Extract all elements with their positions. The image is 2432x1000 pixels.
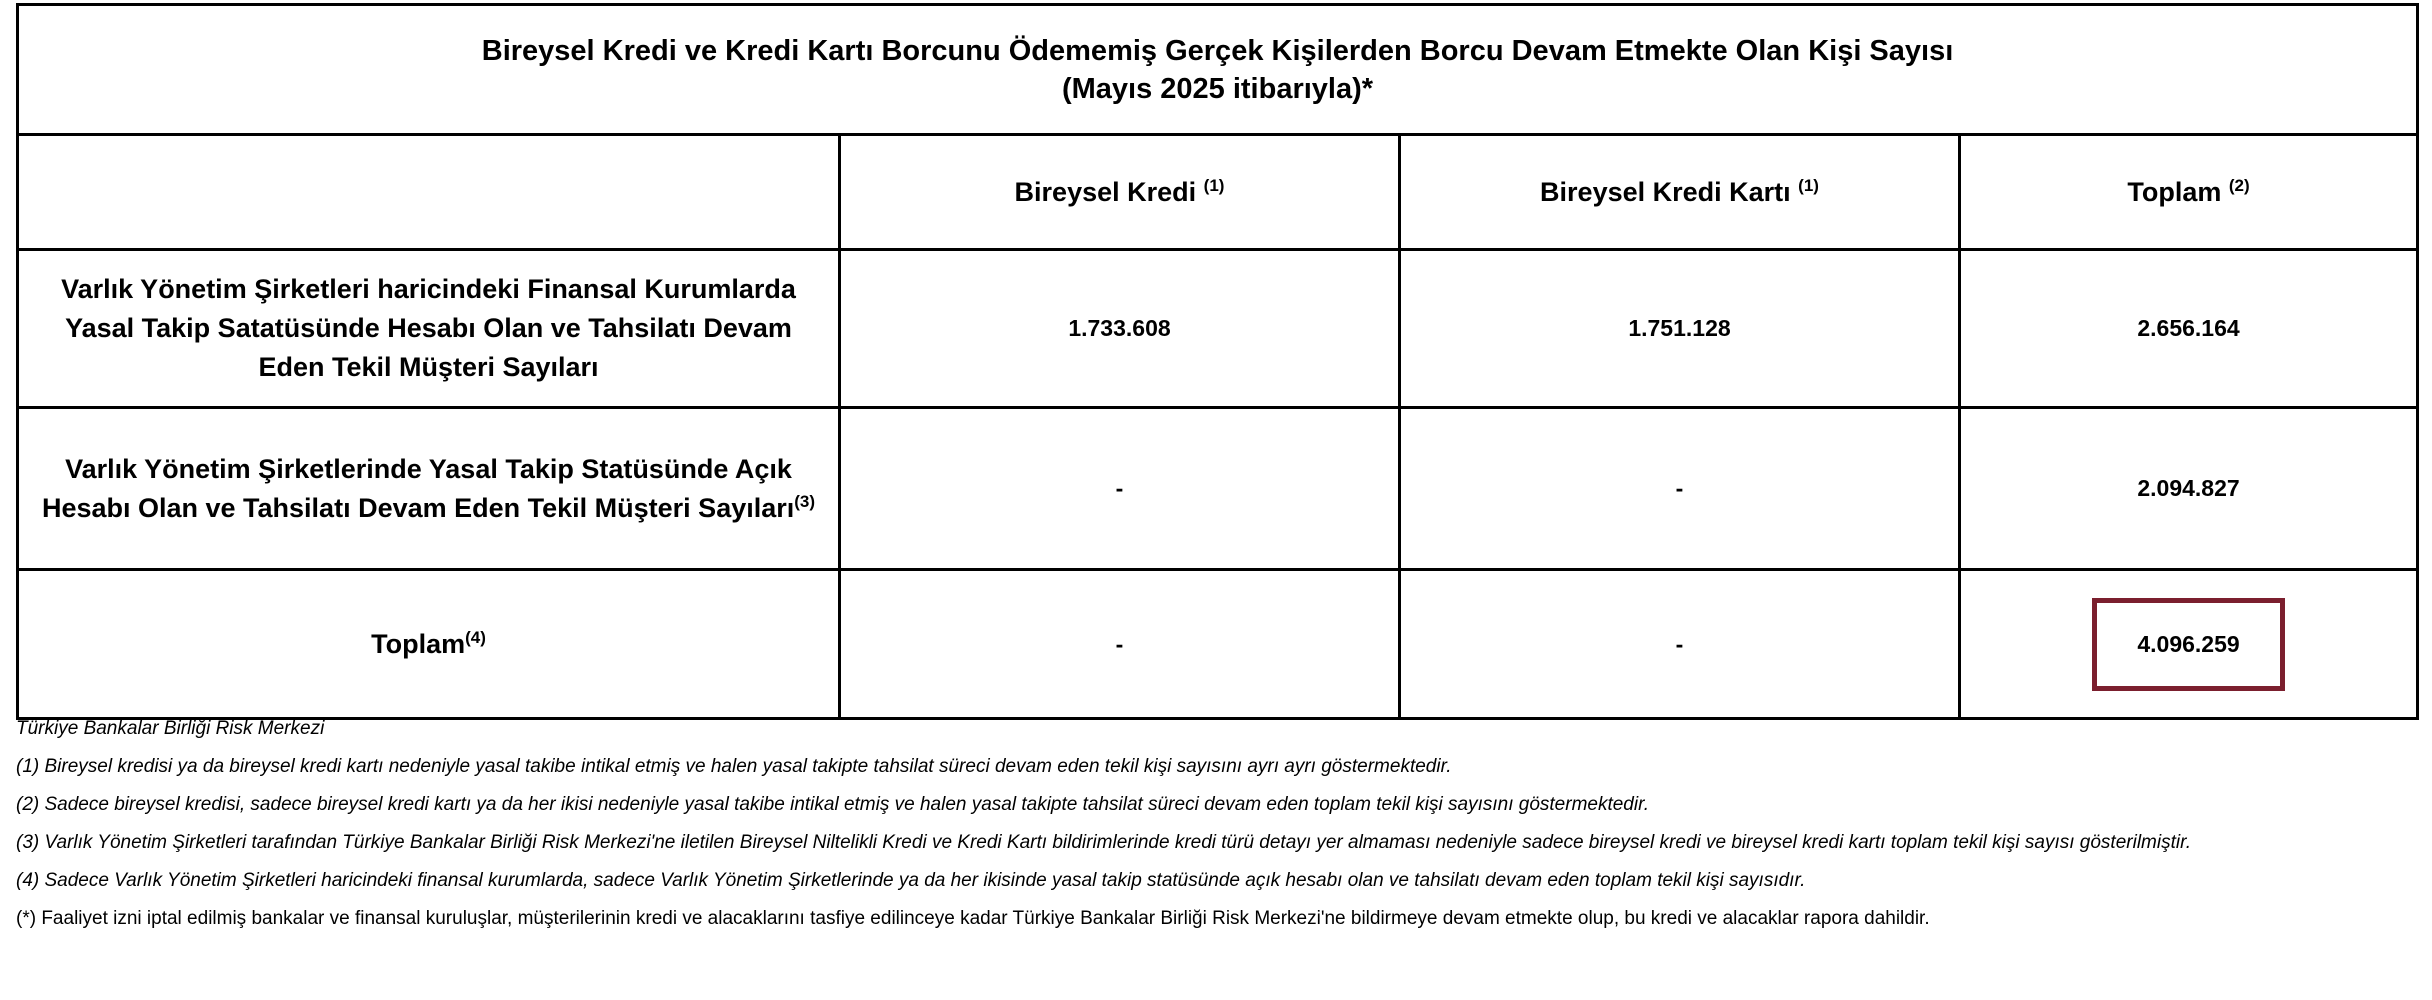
column-header-toplam: Toplam $^{(2)}$ bbox=[1960, 135, 2418, 250]
footnote-asterisk: (*) Faaliyet izni iptal edilmiş bankalar ve finansal kuruluşlar, müşterilerinin kredi ve alacaklarını tasfiye edilinceye kadar Türkiye Bankalar Birliği Risk Merkezi'ne bildirmeye devam etmekte olup, bu kredi ve alacaklar rapora dahildir. bbox=[16, 908, 1930, 929]
column-footnote-ref: (1) bbox=[1798, 175, 1819, 195]
value-cell: - bbox=[1400, 570, 1960, 719]
value-cell: 2.094.827 bbox=[1960, 408, 2418, 570]
source-note: Türkiye Bankalar Birliği Risk Merkezi bbox=[16, 718, 325, 739]
column-footnote-ref: (2) bbox=[2228, 175, 2250, 195]
column-header-row bbox=[18, 135, 2418, 250]
table-title-line-2: (Mayıs 2025 itibarıyla)* bbox=[1061, 72, 1374, 105]
footnote-3: (3) Varlık Yönetim Şirketleri tarafından Türkiye Bankalar Birliği Risk Merkezi'ne iletilen Bireysel Niltelikli Kredi ve Kredi Kartı bildirimlerinde kredi türü detayı yer almaması nedeniyle sadece bireysel kredi ve bireysel kredi kartı toplam tekil kişi sayısı gösterilmiştir. bbox=[16, 832, 2191, 853]
footnote-2: (2) Sadece bireysel kredisi, sadece bireysel kredi kartı ya da her ikisi nedeniyle yasal takibe intikal etmiş ve halen yasal takipte tahsilat süreci devam eden toplam tekil kişi sayısını göstermektedir. bbox=[16, 794, 1649, 815]
row-label: Varlık Yönetim Şirketleri haricindeki Finansal Kurumlarda Yasal Takip Satatüsünde Hesabı Olan ve Tahsilatı Devam Eden Tekil Müşteri Sayıları bbox=[18, 250, 840, 408]
column-header-bireysel-kredi-karti: Bireysel Kredi Kartı $^{(1)}$ bbox=[1400, 135, 1960, 250]
column-header-bireysel-kredi: Bireysel Kredi $^{(1)}$ bbox=[840, 135, 1400, 250]
highlight-box: 4.096.259 bbox=[2092, 598, 2284, 691]
footnotes bbox=[16, 716, 2416, 944]
value-cell: - bbox=[1400, 408, 1960, 570]
row-label: Varlık Yönetim Şirketlerinde Yasal Takip Statüsünde Açık Hesabı Olan ve Tahsilatı Devam Eden Tekil Müşteri Sayıları$^{(3)}$ bbox=[18, 408, 840, 570]
value-cell: 1.751.128 bbox=[1400, 250, 1960, 408]
value-cell: 1.733.608 bbox=[840, 250, 1400, 408]
value-cell: 2.656.164 bbox=[1960, 250, 2418, 408]
empty-corner-cell bbox=[18, 135, 840, 250]
value-cell: - bbox=[840, 570, 1400, 719]
row-footnote-ref: (4) bbox=[465, 627, 486, 647]
row-label: Toplam$^{(4)}$ bbox=[18, 570, 840, 719]
row-footnote-ref: (3) bbox=[794, 491, 816, 511]
table-title-line-1: Bireysel Kredi ve Kredi Kartı Borcunu Ödememiş Gerçek Kişilerden Borcu Devam Etmekte Olan Kişi Sayısı bbox=[481, 34, 1954, 67]
table-title bbox=[18, 5, 2418, 135]
table-row-total bbox=[18, 570, 2418, 719]
footnote-4: (4) Sadece Varlık Yönetim Şirketleri haricindeki finansal kurumlarda, sadece Varlık Yönetim Şirketlerinde ya da her ikisinde yasal takip statüsünde açık hesabı olan ve tahsilatı devam eden toplam tekil kişi sayısıdır. bbox=[16, 870, 1806, 891]
footnote-1: (1) Bireysel kredisi ya da bireysel kredi kartı nedeniyle yasal takibe intikal etmiş ve halen yasal takipte tahsilat süreci devam eden tekil kişi sayısını ayrı ayrı göstermektedir. bbox=[16, 756, 1452, 777]
grand-total-cell bbox=[1960, 570, 2418, 719]
statistics-table bbox=[16, 3, 2419, 720]
table-row bbox=[18, 408, 2418, 570]
table-row bbox=[18, 250, 2418, 408]
value-cell: - bbox=[840, 408, 1400, 570]
column-footnote-ref: (1) bbox=[1203, 175, 1225, 195]
